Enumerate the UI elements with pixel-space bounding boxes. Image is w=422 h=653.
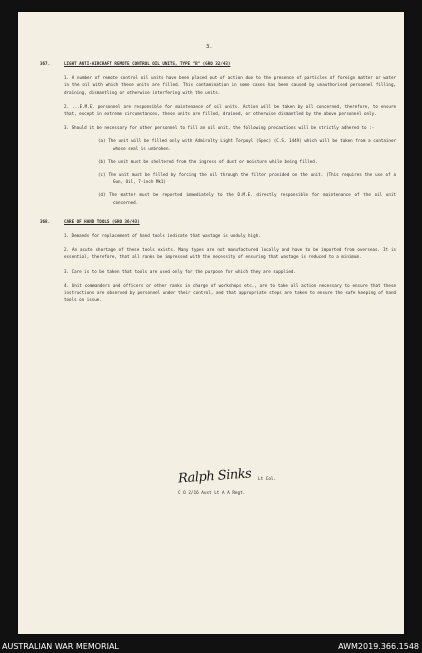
paragraph: 3. Care is to be taken that tools are used only for the purpose for which they are supplied. (64, 268, 296, 274)
signature-rank: Lt Col. (258, 477, 277, 482)
paragraph: 3. Should it be necessary for other personnel to fill an oil unit, the following precautions will be strictly adhered to :- (64, 125, 375, 131)
footer-credit: AUSTRALIAN WAR MEMORIAL (2, 642, 119, 651)
sub-paragraph: (b) The unit must be sheltered from the ingress of dust or moisture while being filled. (98, 158, 318, 164)
paragraph: 2. ...E.M.E. personnel are responsible for maintenance of oil units. Action will be taken by all concerned, therefore, to ensure that, except in extreme circumstances, these units are filled, drained, or otherwise dismantled by the above personnel only. (64, 103, 396, 117)
footer-bar (0, 640, 422, 653)
item-title: LIGHT ANTI-AIRCRAFT REMOTE CONTROL OIL UNITS, TYPE "B" (GRO 32/43) (64, 61, 231, 66)
document-body (40, 44, 396, 309)
item-title: CARE OF HAND TOOLS (GRO 36/43) (64, 218, 140, 224)
sub-paragraph: (d) The matter must be reported immediately to the D.M.E. directly responsible for maintenance of the oil unit concerned. (98, 192, 396, 205)
item-number: 368. (40, 218, 51, 224)
document-page (18, 12, 404, 634)
page-number: 3. (206, 44, 213, 50)
paragraph: 2. An acute shortage of these tools exists. Many types are not manufactured locally and have to be imported from overseas. It is essential, therefore, that all ranks be impressed with the necessity of ensuring that wastage is reduced to a minimum. (64, 247, 396, 260)
signature-title: C O 2/16 Aust Lt A A Regt. (178, 491, 246, 496)
paragraph: 1. A number of remote control oil units have been placed out of action due to the presence of particles of foreign matter or water in the oil with which these units are filled. This contamination in some cases has been caused by unauthorised personnel filling, draining, dismantling or otherwise interfering with the units. (64, 75, 396, 95)
paragraph: 4. Unit commanders and officers or other ranks in charge of workshops etc., are to take all action necessary to ensure that these instructions are observed by personnel under their control, and that appropriate steps are taken to ensure the safe keeping of hand tools on issue. (64, 282, 396, 303)
item-367 (40, 60, 396, 206)
signature-block (177, 466, 348, 519)
item-number: 367. (40, 61, 51, 66)
sub-paragraph: (c) The unit must be filled by forcing the oil through the filter provided on the unit. (This requires the use of a Gun, Oil, 7-inch Mk1) (98, 172, 396, 185)
handwritten-signature: Ralph Sinks (177, 466, 252, 487)
footer-accession-number: AWM2019.366.1548 (338, 642, 419, 651)
sub-paragraph: (a) The unit will be filled only with Admiralty Light Torpoyl (Spec) (C.S. 1449) which will be taken from a container whose seal is unbroken. (98, 138, 396, 151)
item-368 (40, 218, 396, 304)
paragraph: 1. Demands for replacement of hand tools indicate that wastage is unduly high. (64, 233, 261, 239)
